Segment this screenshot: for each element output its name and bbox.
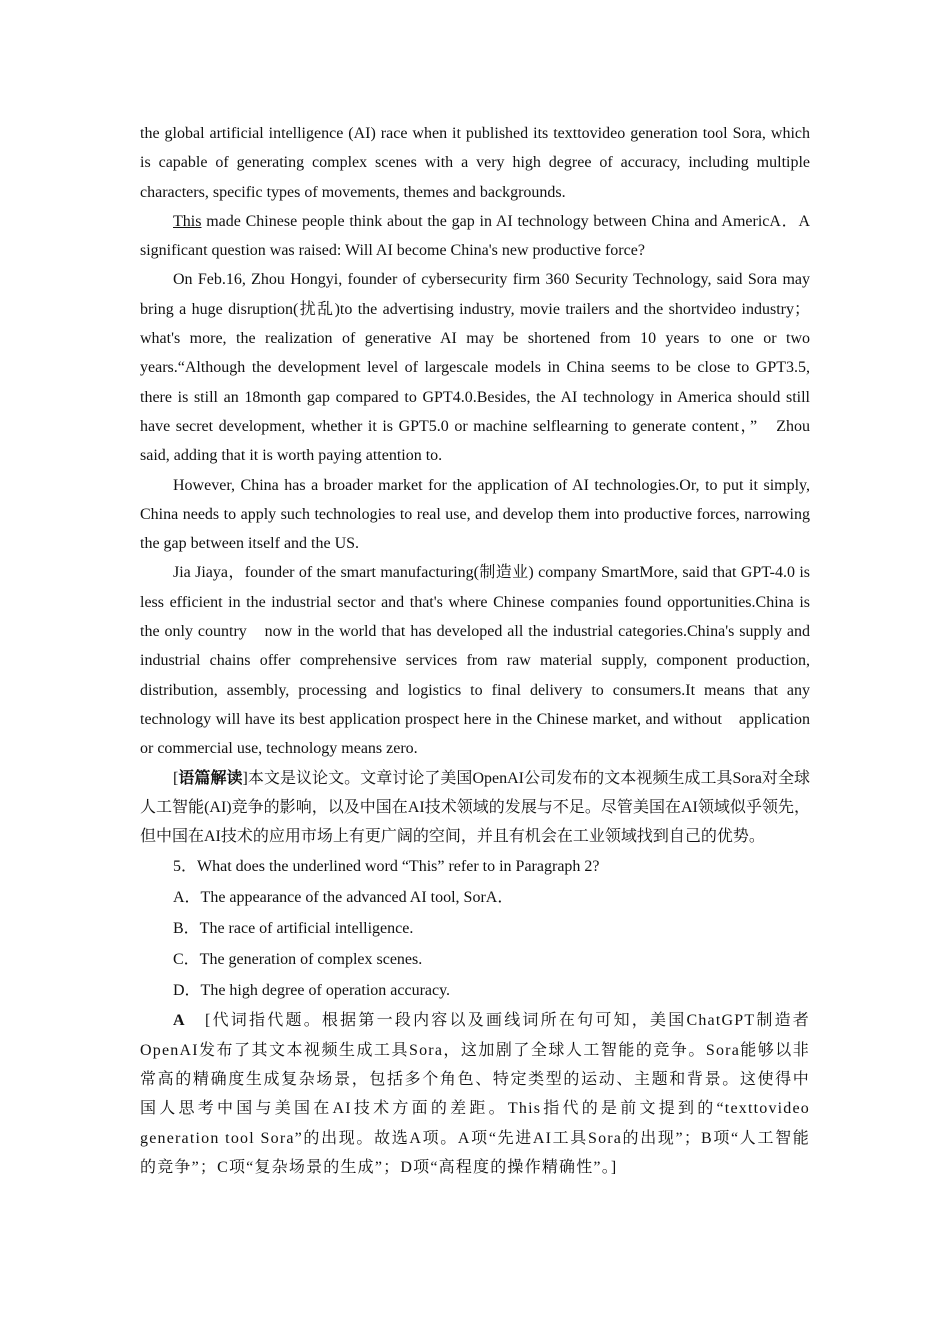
answer-explanation <box>140 1006 810 1182</box>
analysis-open-bracket: [ <box>173 769 179 787</box>
passage-paragraph-4: However, China has a broader market for the application of AI technologies.Or, to put it simply, China needs to apply such technologies to real use, and develop them into productive forces, narrowing the gap between itself and the US. <box>140 476 810 553</box>
analysis-label: 语篇解读 <box>178 769 243 787</box>
option-a: A．The appearance of the advanced AI tool, SorA． <box>173 889 514 907</box>
answer-text: [代词指代题。根据第一段内容以及画线词所在句可知，美国ChatGPT制造者OpenAI发布了其文本视频生成工具Sora，这加剧了全球人工智能的竞争。Sora能够以非常高的精确度生成复杂场景，包括多个角色、特定类型的运动、主题和背景。这使得中国人思考中国与美国在AI技术方面的差距。This指代的是前文提到的“texttovideo generation tool Sora”的出现。故选A项。A项“先进AI工具Sora的出现”；B项“人工智能的竞争”；C项“复杂场景的生成”；D项“高程度的操作精确性”。] <box>140 1012 810 1176</box>
answer-letter: A <box>173 1012 186 1030</box>
passage-paragraph-2 <box>140 207 810 266</box>
option-c: C．The generation of complex scenes. <box>173 951 423 969</box>
option-b: B．The race of artificial intelligence. <box>173 920 414 938</box>
passage-paragraph-1: the global artificial intelligence (AI) race when it published its texttovideo generation tool Sora, which is capable of generating complex scenes with a very high degree of accuracy, including multiple characters, specific types of movements, themes and backgrounds. <box>140 125 810 201</box>
passage-analysis <box>140 764 810 852</box>
passage-paragraph-5: Jia Jiaya，founder of the smart manufacturing(制造业) company SmartMore, said that GPT-4.0 is less efficient in the industrial sector and that's where Chinese companies found opportunities.China is the only country now in the world that has developed all the industrial categories.China's supply and industrial chains offer comprehensive services from raw material supply, component production, distribution, assembly, processing and logistics to final delivery to consumers.It means that any technology will have its best application prospect here in the Chinese market, and without application or commercial use, technology means zero. <box>140 564 810 758</box>
analysis-text: ]本文是议论文。文章讨论了美国OpenAI公司发布的文本视频生成工具Sora对全球人工智能(AI)竞争的影响，以及中国在AI技术领域的发展与不足。尽管美国在AI领域似乎领先，但中国在AI技术的应用市场上有更广阔的空间，并且有机会在工业领域找到自己的优势。 <box>140 769 810 846</box>
document-page <box>140 119 810 1182</box>
passage-paragraph-3: On Feb.16, Zhou Hongyi, founder of cybersecurity firm 360 Security Technology, said Sora may bring a huge disruption(扰乱)to the advertising industry, movie trailers and the shortvideo industry；what's more, the realization of generative AI may be shortened from 10 years to one or two years.“Although the development level of largescale models in China seems to be close to GPT3.5, there is still an 18month gap compared to GPT4.0.Besides, the AI technology in America should still have secret development, whether it is GPT5.0 or machine selflearning to generate content，” Zhou said, adding that it is worth paying attention to. <box>140 271 810 465</box>
paragraph-2-text: made Chinese people think about the gap in AI technology between China and AmericA．A significant question was raised: Will AI become China's new productive force? <box>140 212 810 260</box>
underlined-word: This <box>173 212 202 230</box>
option-d: D．The high degree of operation accuracy. <box>173 982 451 1000</box>
question-stem: 5．What does the underlined word “This” refer to in Paragraph 2? <box>173 858 600 876</box>
